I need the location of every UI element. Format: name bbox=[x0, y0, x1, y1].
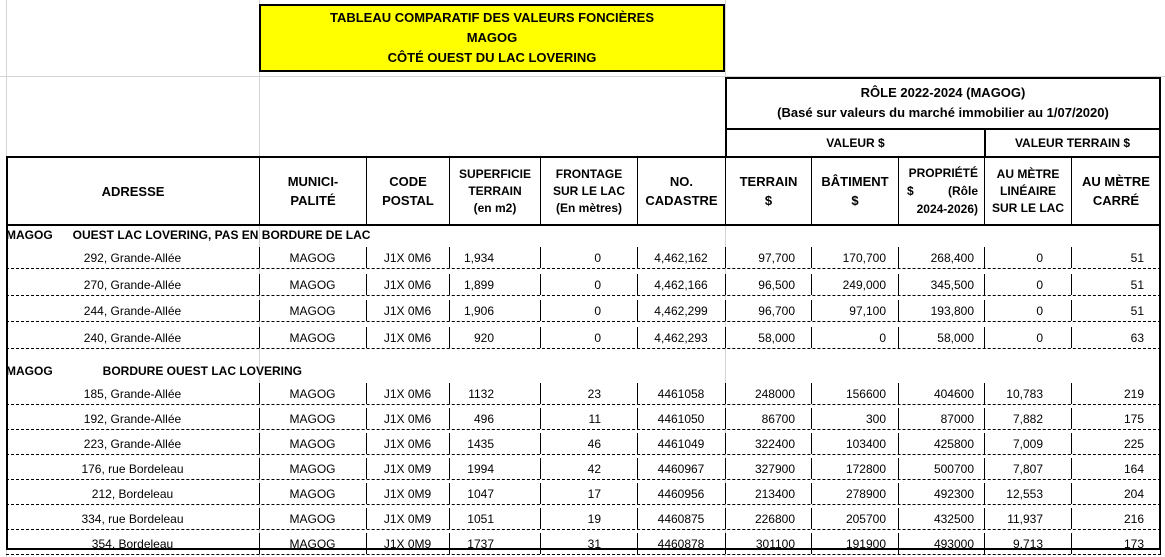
cell-carre: 51 bbox=[1071, 300, 1161, 321]
cell-prop: 404600 bbox=[898, 383, 985, 404]
cell-sup: 1435 bbox=[449, 433, 541, 454]
cell-carre: 173 bbox=[1071, 533, 1161, 554]
table-row bbox=[6, 508, 1161, 530]
cell-terrain: 226800 bbox=[725, 508, 812, 529]
cell-sup: 1,906 bbox=[449, 300, 541, 321]
cell-front: 0 bbox=[540, 274, 638, 295]
cell-terrain: 322400 bbox=[725, 433, 812, 454]
col-header-propriete bbox=[898, 156, 985, 226]
cell-adresse: 192, Grande-Allée bbox=[6, 408, 260, 429]
cell-prop: 425800 bbox=[898, 433, 985, 454]
header-text: $ bbox=[764, 193, 773, 208]
cell-lin: 10,783 bbox=[984, 383, 1072, 404]
cell-carre: 216 bbox=[1071, 508, 1161, 529]
cell-code: J1X 0M9 bbox=[366, 508, 450, 529]
cell-lin: 11,937 bbox=[984, 508, 1072, 529]
cell-lin: 7,009 bbox=[984, 433, 1072, 454]
cell-front: 0 bbox=[540, 300, 638, 321]
cell-muni: MAGOG bbox=[259, 247, 367, 268]
header-text: TERRAIN bbox=[739, 174, 798, 189]
cell-lin: 7,882 bbox=[984, 408, 1072, 429]
col-header-code-postal bbox=[366, 156, 450, 226]
valeur-terrain-header: VALEUR TERRAIN $ bbox=[984, 128, 1161, 156]
cell-bat: 191900 bbox=[811, 533, 899, 554]
cell-bat: 170,700 bbox=[811, 247, 899, 268]
cell-sup: 1737 bbox=[449, 533, 541, 554]
cell-carre: 219 bbox=[1071, 383, 1161, 404]
header-text: CODE bbox=[389, 174, 427, 189]
cell-code: J1X 0M6 bbox=[366, 327, 450, 348]
cell-muni: MAGOG bbox=[259, 274, 367, 295]
col-header-frontage bbox=[540, 156, 638, 226]
title-line-3: CÔTÉ OUEST DU LAC LOVERING bbox=[387, 50, 597, 65]
cell-terrain: 248000 bbox=[725, 383, 812, 404]
cell-terrain: 327900 bbox=[725, 458, 812, 479]
header-text: LINÉAIRE bbox=[999, 183, 1056, 198]
cell-front: 17 bbox=[540, 483, 638, 504]
col-header-metre-carre bbox=[1071, 156, 1161, 226]
sheet-title bbox=[259, 4, 725, 72]
header-text: NO. bbox=[669, 174, 694, 189]
cell-adresse: 240, Grande-Allée bbox=[6, 327, 260, 348]
header-text: PALITÉ bbox=[290, 193, 336, 208]
cell-cad: 4460956 bbox=[637, 483, 726, 504]
cell-prop: 87000 bbox=[898, 408, 985, 429]
cell-sup: 1,899 bbox=[449, 274, 541, 295]
cell-sup: 920 bbox=[449, 327, 541, 348]
header-text: MUNICI- bbox=[287, 174, 339, 189]
cell-bat: 156600 bbox=[811, 383, 899, 404]
cell-cad: 4461050 bbox=[637, 408, 726, 429]
cell-code: J1X 0M9 bbox=[366, 483, 450, 504]
cell-lin: 12,553 bbox=[984, 483, 1072, 504]
cell-front: 0 bbox=[540, 327, 638, 348]
header-text: AU MÈTRE bbox=[1082, 174, 1150, 189]
cell-bat: 249,000 bbox=[811, 274, 899, 295]
cell-bat: 300 bbox=[811, 408, 899, 429]
cell-bat: 172800 bbox=[811, 458, 899, 479]
header-text: (en m2) bbox=[473, 200, 517, 215]
cell-code: J1X 0M6 bbox=[366, 274, 450, 295]
col-header-cadastre bbox=[637, 156, 726, 226]
role-line-1: RÔLE 2022-2024 (MAGOG) bbox=[860, 85, 1026, 100]
cell-front: 11 bbox=[540, 408, 638, 429]
cell-bat: 103400 bbox=[811, 433, 899, 454]
cell-adresse: 270, Grande-Allée bbox=[6, 274, 260, 295]
cell-sup: 1051 bbox=[449, 508, 541, 529]
cell-terrain: 213400 bbox=[725, 483, 812, 504]
cell-muni: MAGOG bbox=[259, 433, 367, 454]
cell-carre: 204 bbox=[1071, 483, 1161, 504]
cell-muni: MAGOG bbox=[259, 508, 367, 529]
cell-lin: 0 bbox=[984, 327, 1072, 348]
col-header-adresse bbox=[6, 156, 260, 226]
cell-lin: 0 bbox=[984, 300, 1072, 321]
section-label: MAGOG OUEST LAC LOVERING, PAS EN BORDURE DE LAC bbox=[6, 228, 371, 242]
cell-muni: MAGOG bbox=[259, 327, 367, 348]
cell-terrain: 96,500 bbox=[725, 274, 812, 295]
cell-lin: 9,713 bbox=[984, 533, 1072, 554]
cell-terrain: 58,000 bbox=[725, 327, 812, 348]
cell-front: 0 bbox=[540, 247, 638, 268]
cell-sup: 1047 bbox=[449, 483, 541, 504]
cell-prop: 193,800 bbox=[898, 300, 985, 321]
cell-sup: 1132 bbox=[449, 383, 541, 404]
col-header-metre-lineaire bbox=[984, 156, 1072, 226]
cell-front: 46 bbox=[540, 433, 638, 454]
cell-muni: MAGOG bbox=[259, 408, 367, 429]
cell-cad: 4461049 bbox=[637, 433, 726, 454]
cell-carre: 164 bbox=[1071, 458, 1161, 479]
header-text: POSTAL bbox=[382, 193, 434, 208]
cell-prop: 58,000 bbox=[898, 327, 985, 348]
cell-carre: 51 bbox=[1071, 274, 1161, 295]
cell-muni: MAGOG bbox=[259, 383, 367, 404]
table-row bbox=[6, 247, 1161, 269]
header-text: CARRÉ bbox=[1092, 193, 1140, 208]
cell-bat: 97,100 bbox=[811, 300, 899, 321]
cell-muni: MAGOG bbox=[259, 300, 367, 321]
valeur-header: VALEUR $ bbox=[725, 128, 986, 156]
cell-code: J1X 0M6 bbox=[366, 408, 450, 429]
cell-lin: 7,807 bbox=[984, 458, 1072, 479]
cell-carre: 51 bbox=[1071, 247, 1161, 268]
cell-carre: 63 bbox=[1071, 327, 1161, 348]
cell-lin: 0 bbox=[984, 274, 1072, 295]
cell-sup: 1,934 bbox=[449, 247, 541, 268]
col-header-municipalite bbox=[259, 156, 367, 226]
cell-prop: 268,400 bbox=[898, 247, 985, 268]
cell-code: J1X 0M6 bbox=[366, 433, 450, 454]
cell-bat: 0 bbox=[811, 327, 899, 348]
cell-prop: 500700 bbox=[898, 458, 985, 479]
col-header-superficie bbox=[449, 156, 541, 226]
table-row bbox=[6, 458, 1161, 480]
cell-sup: 1994 bbox=[449, 458, 541, 479]
cell-sup: 496 bbox=[449, 408, 541, 429]
cell-adresse: 334, rue Bordeleau bbox=[6, 508, 260, 529]
col-header-terrain bbox=[725, 156, 812, 226]
cell-muni: MAGOG bbox=[259, 458, 367, 479]
section-label: MAGOG BORDURE OUEST LAC LOVERING bbox=[6, 364, 303, 378]
cell-adresse: 292, Grande-Allée bbox=[6, 247, 260, 268]
title-line-1: TABLEAU COMPARATIF DES VALEURS FONCIÈRES bbox=[329, 10, 655, 25]
cell-code: J1X 0M9 bbox=[366, 458, 450, 479]
col-header-batiment bbox=[811, 156, 899, 226]
cell-code: J1X 0M6 bbox=[366, 247, 450, 268]
cell-cad: 4460875 bbox=[637, 508, 726, 529]
cell-cad: 4461058 bbox=[637, 383, 726, 404]
cell-front: 19 bbox=[540, 508, 638, 529]
cell-code: J1X 0M6 bbox=[366, 300, 450, 321]
table-row bbox=[6, 300, 1161, 322]
table-row bbox=[6, 327, 1161, 349]
header-text: BÂTIMENT bbox=[821, 174, 889, 189]
header-text: FRONTAGE bbox=[555, 166, 623, 181]
header-text: $ bbox=[907, 184, 914, 198]
table-row bbox=[6, 274, 1161, 296]
header-text: TERRAIN bbox=[468, 183, 522, 198]
cell-adresse: 244, Grande-Allée bbox=[6, 300, 260, 321]
cell-code: J1X 0M9 bbox=[366, 533, 450, 554]
cell-cad: 4,462,162 bbox=[637, 247, 726, 268]
header-text: PROPRIÉTÉ bbox=[908, 166, 978, 180]
cell-carre: 175 bbox=[1071, 408, 1161, 429]
cell-adresse: 185, Grande-Allée bbox=[6, 383, 260, 404]
role-line-2: (Basé sur valeurs du marché immobilier au 1/07/2020) bbox=[777, 105, 1109, 120]
header-text: (En mètres) bbox=[555, 200, 623, 215]
cell-adresse: 212, Bordeleau bbox=[6, 483, 260, 504]
title-line-2: MAGOG bbox=[466, 30, 518, 45]
cell-lin: 0 bbox=[984, 247, 1072, 268]
cell-terrain: 96,700 bbox=[725, 300, 812, 321]
header-text: $ bbox=[851, 193, 859, 208]
header-text: CADASTRE bbox=[645, 193, 718, 208]
cell-cad: 4,462,166 bbox=[637, 274, 726, 295]
cell-muni: MAGOG bbox=[259, 533, 367, 554]
cell-prop: 345,500 bbox=[898, 274, 985, 295]
cell-front: 31 bbox=[540, 533, 638, 554]
table-row bbox=[6, 483, 1161, 505]
cell-cad: 4460967 bbox=[637, 458, 726, 479]
header-text: 2024-2026) bbox=[916, 202, 978, 216]
table-row bbox=[6, 408, 1161, 430]
header-text: SUR LE LAC bbox=[553, 183, 625, 198]
table-row bbox=[6, 433, 1161, 455]
header-text: SUR LE LAC bbox=[992, 200, 1064, 215]
cell-front: 23 bbox=[540, 383, 638, 404]
cell-cad: 4460878 bbox=[637, 533, 726, 554]
cell-terrain: 86700 bbox=[725, 408, 812, 429]
cell-adresse: 354, Bordeleau bbox=[6, 533, 260, 554]
table-row bbox=[6, 383, 1161, 405]
header-text: SUPERFICIE bbox=[458, 166, 531, 181]
header-text: AU MÈTRE bbox=[996, 166, 1060, 181]
cell-cad: 4,462,299 bbox=[637, 300, 726, 321]
cell-carre: 225 bbox=[1071, 433, 1161, 454]
cell-bat: 205700 bbox=[811, 508, 899, 529]
role-header bbox=[725, 77, 1161, 128]
cell-bat: 278900 bbox=[811, 483, 899, 504]
header-text: ADRESSE bbox=[101, 183, 165, 199]
cell-prop: 493000 bbox=[898, 533, 985, 554]
header-text: (Rôle bbox=[948, 184, 978, 198]
cell-front: 42 bbox=[540, 458, 638, 479]
cell-prop: 432500 bbox=[898, 508, 985, 529]
cell-prop: 492300 bbox=[898, 483, 985, 504]
cell-cad: 4,462,293 bbox=[637, 327, 726, 348]
cell-adresse: 176, rue Bordeleau bbox=[6, 458, 260, 479]
table-row bbox=[6, 533, 1161, 555]
cell-muni: MAGOG bbox=[259, 483, 367, 504]
cell-terrain: 97,700 bbox=[725, 247, 812, 268]
cell-adresse: 223, Grande-Allée bbox=[6, 433, 260, 454]
cell-code: J1X 0M6 bbox=[366, 383, 450, 404]
cell-terrain: 301100 bbox=[725, 533, 812, 554]
